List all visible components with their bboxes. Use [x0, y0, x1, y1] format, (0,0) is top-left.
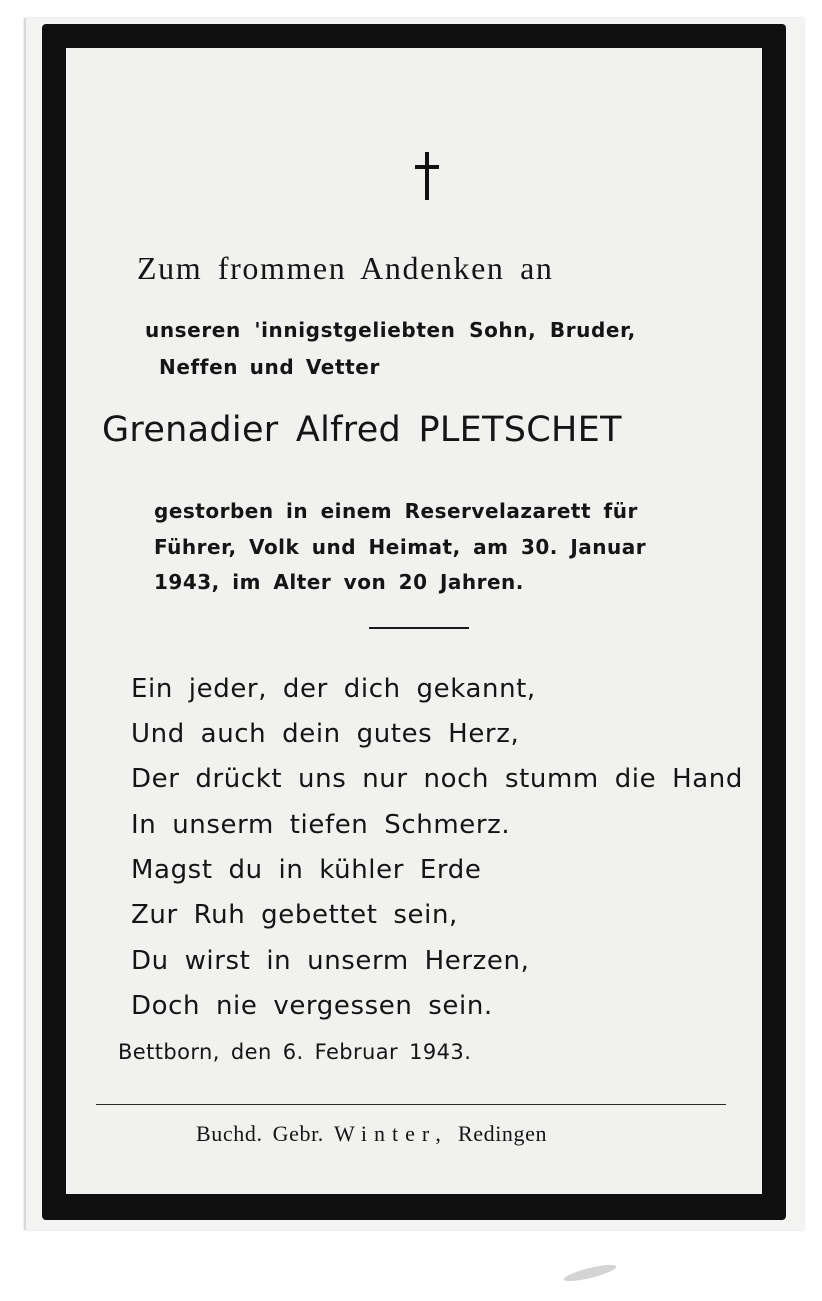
printer-name: Winter,: [334, 1121, 448, 1146]
intro-line-2: Neffen und Vetter: [159, 355, 380, 379]
printer-prefix: Buchd. Gebr.: [196, 1121, 324, 1146]
verse-line: Der drückt uns nur noch stumm die Hand: [131, 764, 743, 794]
footer-rule: [96, 1104, 726, 1105]
place-and-date: Bettborn, den 6. Februar 1943.: [118, 1040, 472, 1064]
verse-line: Doch nie vergessen sein.: [131, 991, 493, 1021]
verse-line: Ein jeder, der dich gekannt,: [131, 674, 536, 704]
separator-line: [369, 627, 469, 629]
death-line-2: Führer, Volk und Heimat, am 30. Januar: [154, 535, 647, 559]
verse-line: Du wirst in unserm Herzen,: [131, 946, 530, 976]
paper-smudge: [563, 1262, 618, 1285]
intro-line-1: unseren 'innigstgeliebten Sohn, Bruder,: [145, 318, 636, 342]
deceased-name: Grenadier Alfred PLETSCHET: [102, 410, 622, 450]
verse-line: In unserm tiefen Schmerz.: [131, 810, 511, 840]
death-line-3: 1943, im Alter von 20 Jahren.: [154, 570, 524, 594]
memorial-heading: Zum frommen Andenken an: [137, 250, 554, 286]
latin-cross-icon: [413, 152, 441, 200]
verse-line: Magst du in kühler Erde: [131, 855, 482, 885]
card-inner-panel: [66, 48, 762, 1194]
verse-line: Zur Ruh gebettet sein,: [131, 900, 458, 930]
printer-city: Redingen: [457, 1121, 548, 1146]
verse-line: Und auch dein gutes Herz,: [131, 719, 520, 749]
death-line-1: gestorben in einem Reservelazarett für: [154, 499, 638, 523]
printer-imprint: [196, 1121, 547, 1147]
